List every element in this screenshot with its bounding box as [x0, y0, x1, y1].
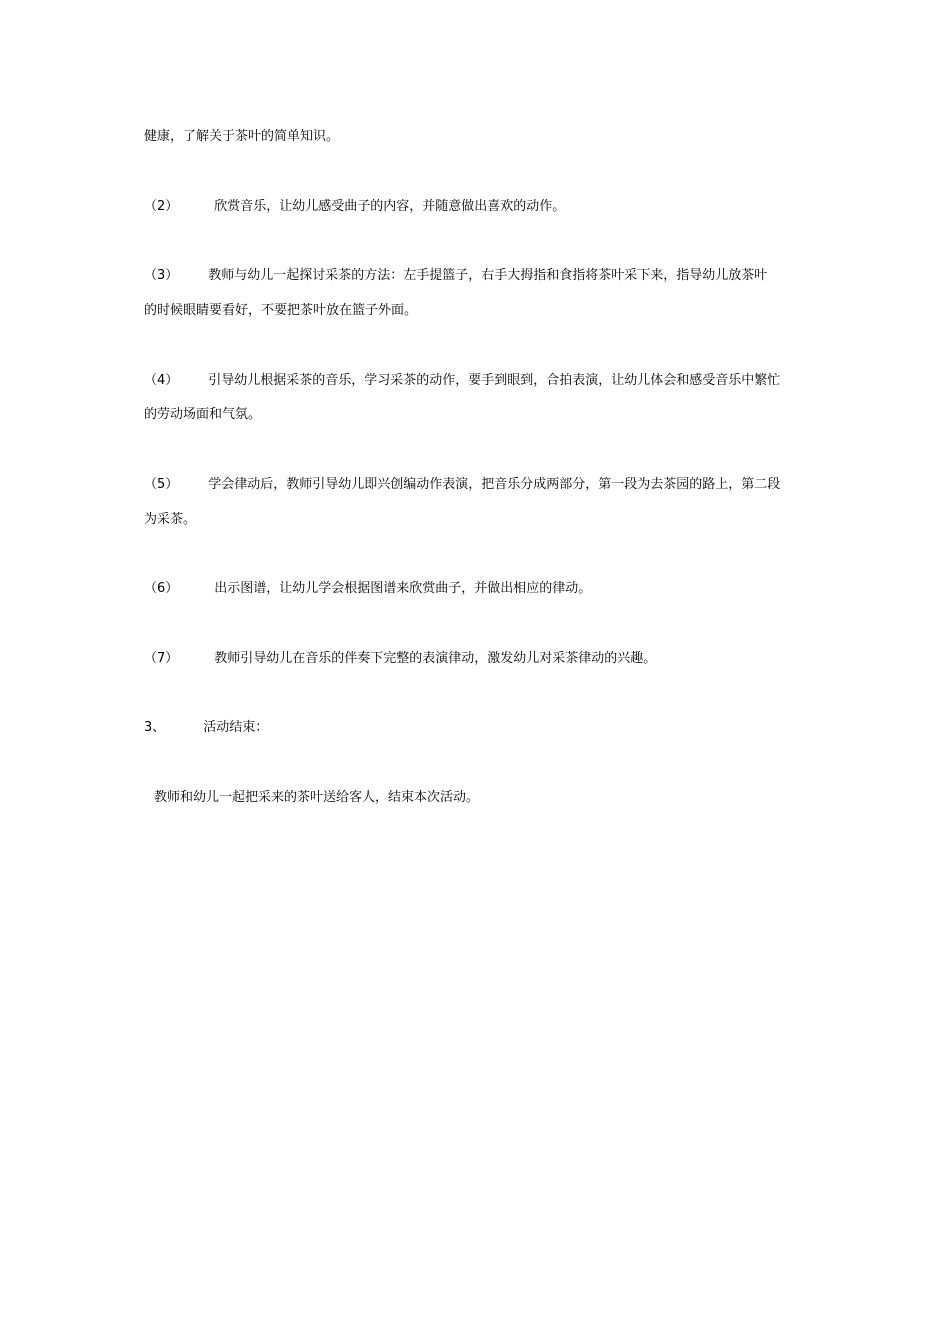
list-item-6	[144, 580, 591, 598]
list-item-4-continued	[144, 406, 261, 424]
closing-text: 教师和幼儿一起把采来的茶叶送给客人，结束本次活动。	[154, 790, 480, 805]
list-item-5-continued	[144, 511, 196, 529]
item-text: 学会律动后，教师引导幼儿即兴创编动作表演，把音乐分成两部分，第一段为去茶园的路上，第二段	[208, 477, 781, 492]
closing-line	[154, 789, 479, 807]
list-item-5	[144, 476, 780, 494]
item-number: （5）	[144, 477, 179, 492]
item-number: （7）	[144, 651, 179, 666]
item-number: （6）	[144, 581, 179, 596]
item-text: 的时候眼睛要看好，不要把茶叶放在篮子外面。	[144, 303, 418, 318]
list-item-7	[144, 650, 656, 668]
item-text: 为采茶。	[144, 512, 197, 527]
item-number: （2）	[144, 199, 179, 214]
item-text: 教师与幼儿一起探讨采茶的方法：左手提篮子，右手大拇指和食指将茶叶采下来，指导幼儿放茶叶	[208, 268, 768, 283]
item-text: 的劳动场面和气氛。	[144, 407, 262, 422]
intro-line	[144, 128, 339, 146]
intro-text: 健康，了解关于茶叶的简单知识。	[144, 129, 340, 144]
item-text: 引导幼儿根据采茶的音乐，学习采茶的动作，要手到眼到，合拍表演，让幼儿体会和感受音乐中繁忙	[208, 373, 781, 388]
section-number: 3、	[144, 720, 166, 735]
list-item-3	[144, 267, 767, 285]
section-heading	[144, 719, 268, 737]
item-text: 欣赏音乐，让幼儿感受曲子的内容，并随意做出喜欢的动作。	[214, 199, 566, 214]
item-number: （3）	[144, 268, 179, 283]
item-text: 教师引导幼儿在音乐的伴奏下完整的表演律动，激发幼儿对采茶律动的兴趣。	[214, 651, 657, 666]
list-item-2	[144, 198, 565, 216]
section-title: 活动结束：	[203, 720, 269, 735]
list-item-4	[144, 372, 780, 390]
item-number: （4）	[144, 373, 179, 388]
item-text: 出示图谱，让幼儿学会根据图谱来欣赏曲子，并做出相应的律动。	[214, 581, 592, 596]
list-item-3-continued	[144, 302, 417, 320]
